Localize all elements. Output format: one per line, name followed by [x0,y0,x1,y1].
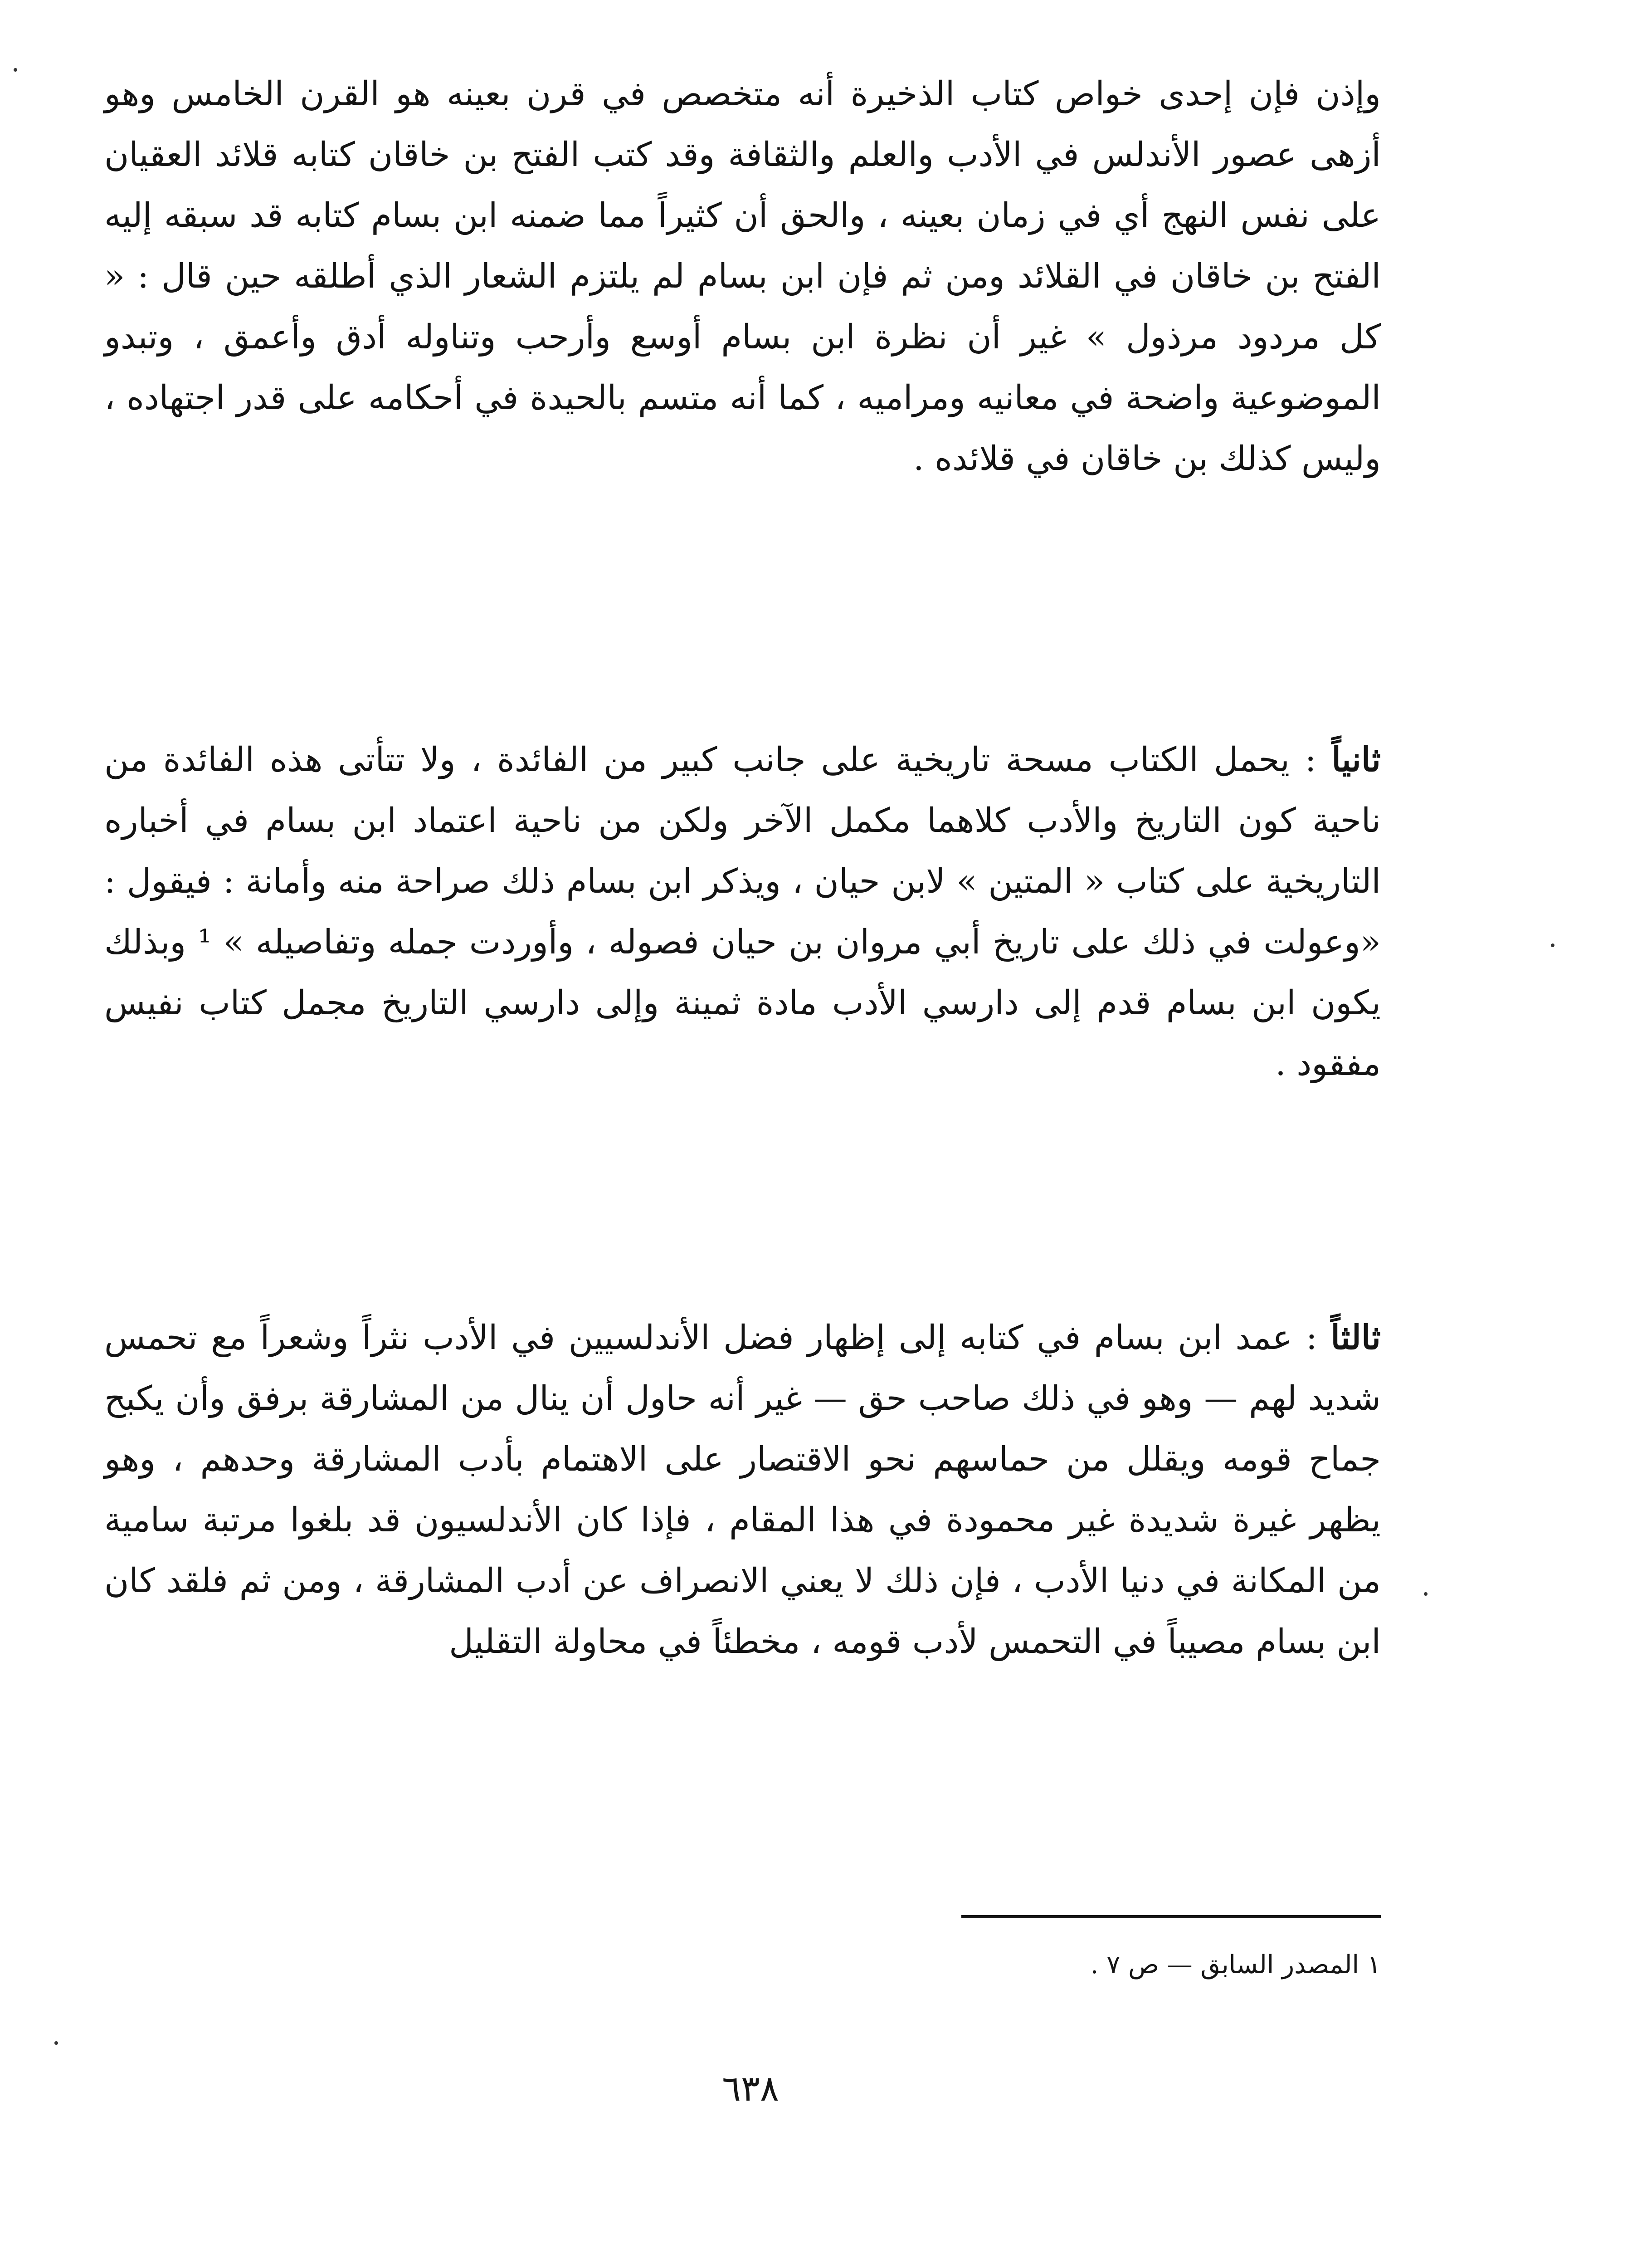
footnote: ١ المصدر السابق — ص ٧ . [1090,1950,1381,1980]
paragraph-2-lead: ثانياً [1331,740,1381,779]
paragraph-2 [104,729,1381,1094]
paragraph-1 [104,64,1381,489]
footnote-divider [961,1915,1381,1918]
paragraph-3 [104,1307,1381,1672]
scan-speck [14,68,17,72]
paragraph-3-lead: ثالثاً [1330,1318,1381,1357]
page-number: ٦٣٨ [722,2068,779,2109]
paragraph-1-text: وإذن فإن إحدى خواص كتاب الذخيرة أنه متخصص في قرن بعينه هو القرن الخامس وهو أزهى عصور الأندلس في الأدب والعلم والثقافة وقد كتب الفتح بن خاقان كتابه قلائد العقيان على نفس النهج أي في زمان بعينه ، والحق أن كثيراً مما ضمنه ابن بسام كتابه قد سبقه إليه الفتح بن خاقان في القلائد ومن ثم فإن ابن بسام لم يلتزم الشعار الذي أطلقه حين قال : « كل مردود مرذول » غير أن نظرة ابن بسام أوسع وأرحب وتناوله أدق وأعمق ، وتبدو الموضوعية واضحة في معانيه ومراميه ، كما أنه متسم بالحيدة في أحكامه على قدر اجتهاده ، وليس كذلك بن خاقان في قلائده . [104,74,1381,478]
scan-speck [1551,943,1554,947]
paragraph-3-text: : عمد ابن بسام في كتابه إلى إظهار فضل الأندلسيين في الأدب نثراً وشعراً مع تحمس شديد لهم — وهو في ذلك صاحب حق — غير أنه حاول أن ينال من المشارقة برفق وأن يكبح جماح قومه ويقلل من حماسهم نحو الاقتصار على الاهتمام بأدب المشارقة وحدهم ، وهو يظهر غيرة شديدة غير محمودة في هذا المقام ، فإذا كان الأندلسيون قد بلغوا مرتبة سامية من المكانة في دنيا الأدب ، فإن ذلك لا يعني الانصراف عن أدب المشارقة ، ومن ثم فلقد كان ابن بسام مصيباً في التحمس لأدب قومه ، مخطئاً في محاولة التقليل [104,1318,1381,1661]
paragraph-2-text: : يحمل الكتاب مسحة تاريخية على جانب كبير من الفائدة ، ولا تتأتى هذه الفائدة من ناحية كون التاريخ والأدب كلاهما مكمل الآخر ولكن من ناحية اعتماد ابن بسام في أخباره التاريخية على كتاب « المتين » لابن حيان ، ويذكر ابن بسام ذلك صراحة منه وأمانة : فيقول : «وعولت في ذلك على تاريخ أبي مروان بن حيان فصوله ، وأوردت جمله وتفاصيله » ¹ وبذلك يكون ابن بسام قدم إلى دارسي الأدب مادة ثمينة وإلى دارسي التاريخ مجمل كتاب نفيس مفقود . [104,740,1381,1083]
scan-speck [1424,1592,1428,1596]
scan-speck [54,2041,58,2045]
